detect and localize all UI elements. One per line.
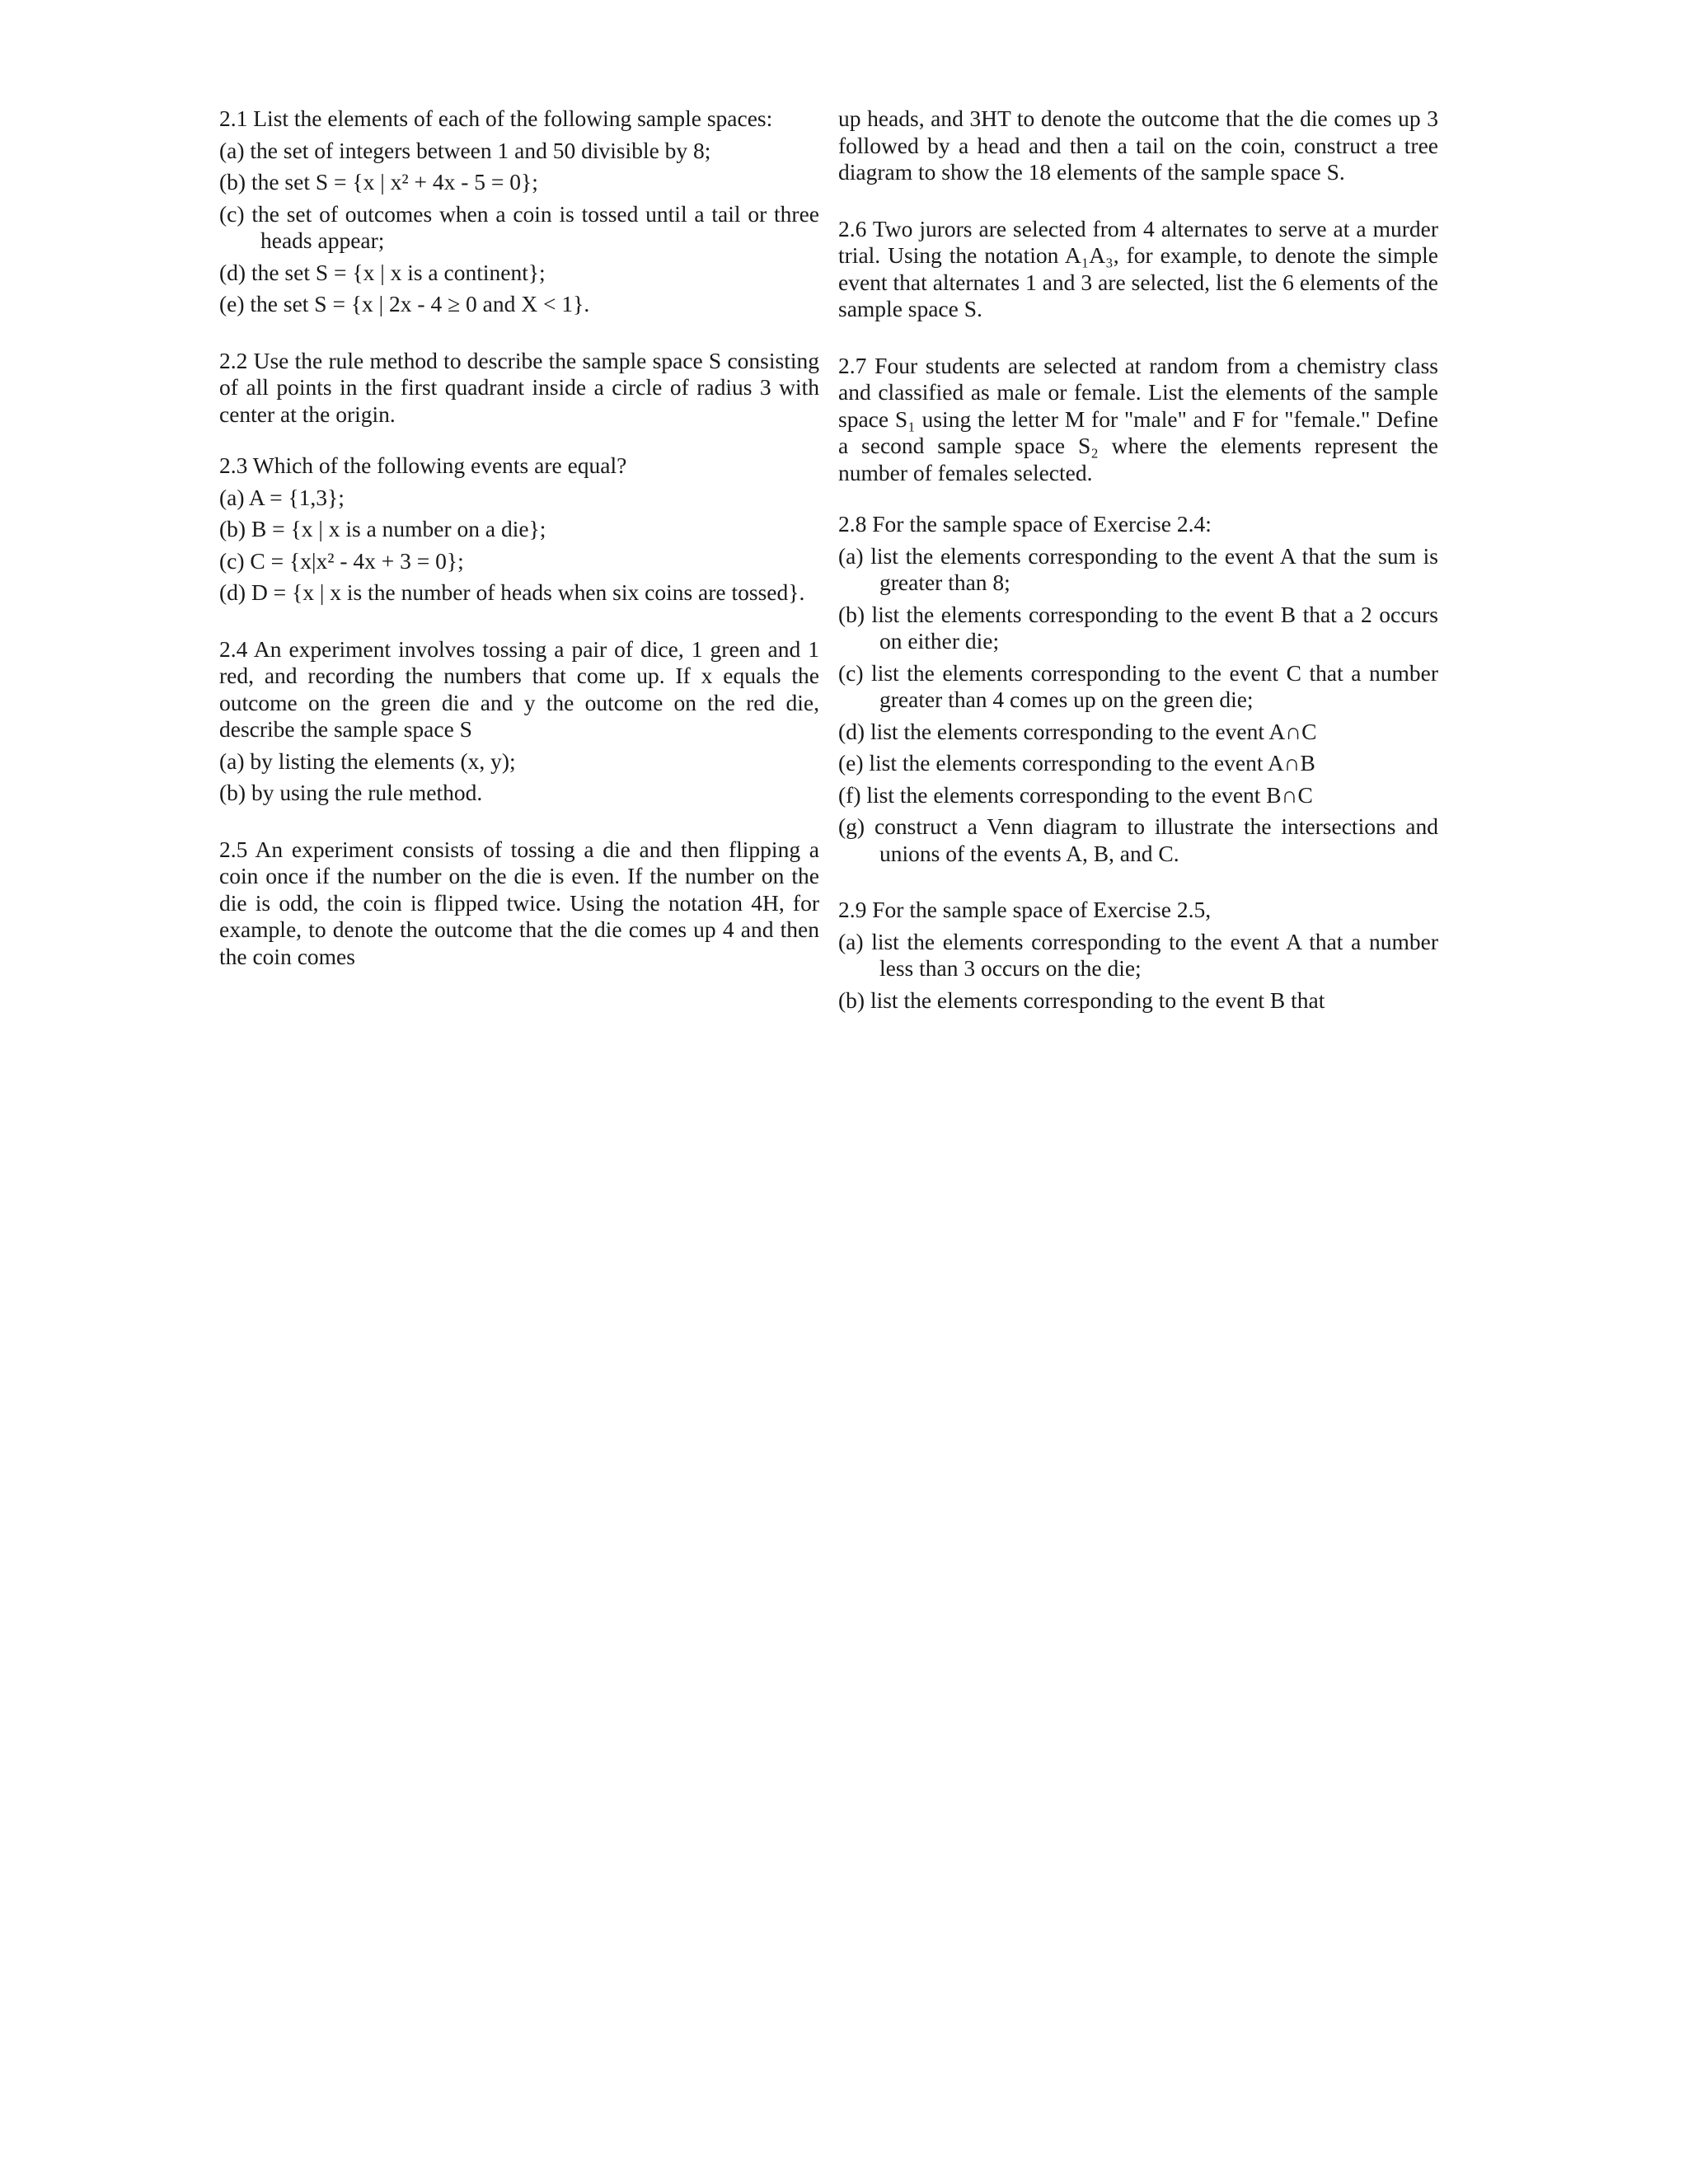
exercise-2-4 — [219, 636, 819, 807]
exercise-text: 2.5 An experiment consists of tossing a die and then flipping a coin once if the number on the die is even. If the number on the die is odd, the coin is flipped twice. Using the notation 4H, for example, to denote the outcome that the die comes up 4 and then the coin comes — [219, 836, 819, 969]
exercise-item: (b) list the elements corresponding to the event B that — [838, 987, 1325, 1013]
exercise-item: (g) construct a Venn diagram to illustrate the intersections and unions of the events A, B, and C. — [838, 813, 1438, 866]
exercise-item: (d) D = {x | x is the number of heads when six coins are tossed}. — [219, 579, 805, 605]
exercise-item: (f) list the elements corresponding to the event B∩C — [838, 781, 1313, 808]
exercise-item: (b) list the elements corresponding to the event B that a 2 occurs on either die; — [838, 601, 1438, 654]
exercise-item: (e) the set S = {x | 2x - 4 ≥ 0 and X < 1}. — [219, 291, 590, 316]
exercise-2-6 — [838, 216, 1438, 323]
exercise-text: 2.9 For the sample space of Exercise 2.5, — [838, 897, 1212, 922]
exercise-2-8 — [838, 511, 1438, 867]
left-column — [219, 105, 819, 970]
exercise-2-3 — [219, 452, 819, 607]
exercise-text: 2.6 Two jurors are selected from 4 alternates to serve at a murder trial. Using the notation A₁A₃, for example, to denote the simple event that alternates 1 and 3 are selected, list the 6 elements of the sample space S. — [838, 215, 1438, 321]
right-column — [838, 105, 1438, 1014]
exercise-item: (b) by using the rule method. — [219, 780, 483, 805]
exercise-item: (e) list the elements corresponding to the event A∩B — [838, 750, 1315, 776]
exercise-2-9 — [838, 897, 1438, 1014]
exercise-item: (c) the set of outcomes when a coin is tossed until a tail or three heads appear; — [219, 200, 819, 253]
exercise-item: (d) the set S = {x | x is a continent}; — [219, 259, 546, 285]
exercise-item: (c) list the elements corresponding to the event C that a number greater than 4 comes up on the green die; — [838, 659, 1438, 712]
exercise-item: (a) by listing the elements (x, y); — [219, 748, 516, 774]
exercise-text: 2.1 List the elements of each of the following sample spaces: — [219, 105, 773, 131]
exercise-2-7 — [838, 353, 1438, 487]
exercise-2-5-continued — [838, 105, 1438, 186]
exercise-text: up heads, and 3HT to denote the outcome that the die comes up 3 followed by a head and then a tail on the coin, construct a tree diagram to show the 18 elements of the sample space S. — [838, 105, 1438, 185]
exercise-2-5 — [219, 837, 819, 971]
exercise-2-1 — [219, 105, 819, 318]
exercise-2-2 — [219, 348, 819, 429]
exercise-item: (a) the set of integers between 1 and 50 divisible by 8; — [219, 137, 711, 163]
exercise-item: (b) B = {x | x is a number on a die}; — [219, 516, 546, 541]
exercise-item: (a) list the elements corresponding to the event A that the sum is greater than 8; — [838, 542, 1438, 595]
exercise-text: 2.3 Which of the following events are equal? — [219, 452, 627, 478]
exercise-text: 2.8 For the sample space of Exercise 2.4: — [838, 511, 1212, 537]
exercise-item: (c) C = {x|x² - 4x + 3 = 0}; — [219, 547, 464, 574]
exercise-item: (d) list the elements corresponding to the event A∩C — [838, 718, 1317, 744]
exercise-text: 2.2 Use the rule method to describe the sample space S consisting of all points in the first quadrant inside a circle of radius 3 with center at the origin. — [219, 347, 819, 427]
exercise-item: (a) A = {1,3}; — [219, 484, 345, 510]
exercise-item: (b) the set S = {x | x² + 4x - 5 = 0}; — [219, 169, 538, 194]
exercise-item: (a) list the elements corresponding to the event A that a number less than 3 occurs on the die; — [838, 928, 1438, 981]
exercise-text: 2.4 An experiment involves tossing a pair of dice, 1 green and 1 red, and recording the numbers that come up. If x equals the outcome on the green die and y the outcome on the red die, describe the sample space S — [219, 635, 819, 742]
exercise-text: 2.7 Four students are selected at random from a chemistry class and classified as male or female. List the elements of the sample space S₁ using the letter M for "male" and F for "female." Define a second sample space S₂ where the elements represent the number of females selected. — [838, 352, 1438, 485]
